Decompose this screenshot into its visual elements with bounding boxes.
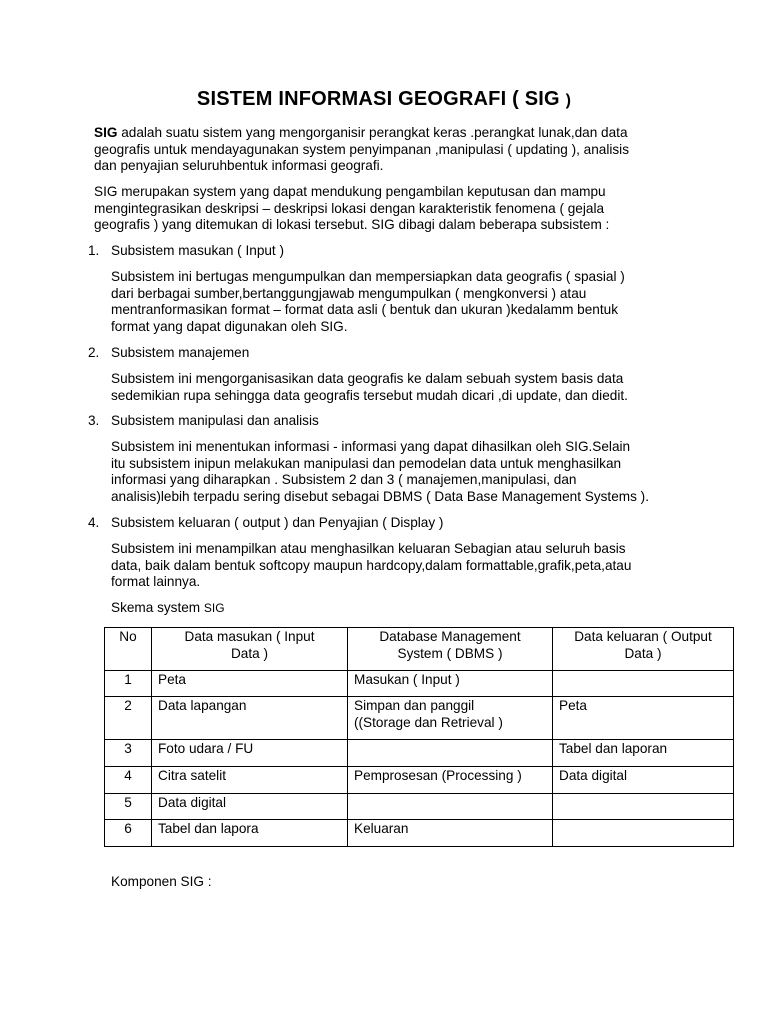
cell-dbms — [348, 671, 553, 697]
cell-text: ((Storage dan Retrieval ) — [354, 714, 503, 730]
cell-data-masukan — [152, 767, 348, 794]
header-cell-dbms — [348, 628, 553, 671]
komponen-label: Komponen SIG : — [111, 874, 212, 889]
header-cell-no — [105, 628, 152, 671]
cell-dbms — [348, 767, 553, 794]
cell-data-masukan — [152, 740, 348, 767]
list-item-1-heading — [88, 243, 678, 260]
cell-dbms — [348, 740, 553, 767]
cell-text: Peta — [158, 672, 186, 687]
list-number: 2. — [88, 345, 100, 360]
cell-text: 2 — [124, 698, 132, 713]
table-row — [105, 794, 734, 820]
body-line: informasi yang diharapkan . Subsistem 2 dan 3 ( manajemen,manipulasi, dan — [111, 472, 577, 487]
intro1-line-3: dan penyajian seluruhbentuk informasi geografi. — [94, 158, 384, 173]
intro1-line-2: geografis untuk mendayagunakan system penyimpanan ,manipulasi ( updating ), analisis — [94, 141, 630, 157]
list-heading: Subsistem manajemen — [111, 345, 250, 360]
body-line: sedemikian rupa sehingga data geografis tersebut mudah dicari ,di update, dan diedit. — [111, 387, 628, 403]
list-item-3-heading — [88, 413, 678, 430]
cell-text: 5 — [124, 795, 132, 810]
cell-text: No — [119, 629, 137, 644]
cell-text: Data digital — [158, 795, 227, 810]
cell-data-keluaran — [553, 740, 734, 767]
skema-table-body — [105, 628, 734, 847]
body-line: mentranformasikan format – format data asli ( bentuk dan ukuran )kedalamm bentuk — [111, 302, 618, 317]
cell-no — [105, 767, 152, 794]
cell-text: Pemprosesan (Processing ) — [354, 768, 522, 783]
cell-text: Data lapangan — [158, 698, 247, 713]
sig-bold-term: SIG — [94, 125, 118, 140]
cell-data-keluaran — [553, 767, 734, 794]
cell-data-masukan — [152, 794, 348, 820]
body-line: Subsistem ini bertugas mengumpulkan dan mempersiapkan data geografis ( spasial ) — [111, 269, 625, 284]
body-line: format lainnya. — [111, 574, 201, 589]
cell-data-masukan — [152, 820, 348, 847]
cell-dbms — [348, 697, 553, 740]
cell-text: Data ) — [624, 645, 662, 661]
intro2-line-1: SIG merupakan system yang dapat mendukung pengambilan keputusan dan mampu — [94, 184, 606, 199]
list-number: 1. — [88, 243, 100, 258]
cell-dbms — [348, 820, 553, 847]
intro-paragraph-2 — [94, 184, 674, 234]
table-row — [105, 820, 734, 847]
header-cell-data-masukan — [152, 628, 348, 671]
cell-data-masukan — [152, 671, 348, 697]
cell-text: Citra satelit — [158, 768, 226, 783]
cell-text: Keluaran — [354, 821, 409, 836]
cell-text: Data keluaran ( Output — [574, 629, 712, 644]
skema-label — [111, 600, 225, 615]
body-line: analisis)lebih terpadu sering disebut sebagai DBMS ( Data Base Management Systems ). — [111, 488, 649, 504]
intro2-line-3: geografis ) yang ditemukan di lokasi tersebut. SIG dibagi dalam beberapa subsistem : — [94, 217, 610, 232]
skema-sig-text: SIG — [203, 601, 225, 615]
cell-text: Data masukan ( Input — [184, 629, 315, 644]
list-heading: Subsistem keluaran ( output ) dan Penyajian ( Display ) — [111, 515, 444, 530]
intro1-line-1: adalah suatu sistem yang mengorganisir perangkat keras .perangkat lunak,dan data — [117, 125, 628, 140]
table-header-row — [105, 628, 734, 671]
cell-data-keluaran — [553, 794, 734, 820]
header-cell-data-keluaran — [553, 628, 734, 671]
cell-text: Data digital — [559, 768, 628, 783]
cell-no — [105, 820, 152, 847]
skema-table — [104, 627, 734, 847]
cell-text: Masukan ( Input ) — [354, 672, 460, 687]
cell-text: Foto udara / FU — [158, 741, 254, 756]
cell-text: Simpan dan panggil — [354, 698, 475, 713]
list-number: 3. — [88, 413, 100, 428]
cell-data-keluaran — [553, 671, 734, 697]
list-heading: Subsistem masukan ( Input ) — [111, 243, 285, 258]
list-number: 4. — [88, 515, 100, 530]
body-line: format yang dapat digunakan oleh SIG. — [111, 318, 348, 334]
title-main-text: SISTEM INFORMASI GEOGRAFI ( SIG — [196, 88, 560, 110]
body-line: Subsistem ini menampilkan atau menghasilkan keluaran Sebagian atau seluruh basis — [111, 541, 626, 556]
intro2-line-2: mengintegrasikan deskripsi – deskripsi lokasi dengan karakteristik fenomena ( gejala — [94, 200, 605, 216]
body-line: data, baik dalam bentuk softcopy maupun hardcopy,dalam formattable,grafik,peta,atau — [111, 557, 632, 573]
list-item-2-body — [111, 371, 677, 404]
table-row — [105, 740, 734, 767]
cell-text: 1 — [124, 672, 132, 687]
document-title — [0, 88, 768, 111]
list-item-3-body — [111, 439, 677, 505]
body-line: Subsistem ini mengorganisasikan data geografis ke dalam sebuah system basis data — [111, 371, 624, 386]
cell-text: 6 — [124, 821, 132, 836]
cell-text: Tabel dan laporan — [559, 741, 668, 756]
body-line: Subsistem ini menentukan informasi - informasi yang dapat dihasilkan oleh SIG.Selain — [111, 439, 631, 454]
list-heading: Subsistem manipulasi dan analisis — [111, 413, 319, 428]
body-line: itu subsistem inipun melakukan manipulasi dan pemodelan data untuk menghasilkan — [111, 455, 622, 471]
cell-text: Data ) — [230, 645, 269, 661]
cell-data-masukan — [152, 697, 348, 740]
cell-text: System ( DBMS ) — [397, 645, 503, 661]
cell-data-keluaran — [553, 820, 734, 847]
cell-text: Tabel dan lapora — [158, 821, 259, 836]
table-row — [105, 697, 734, 740]
cell-data-keluaran — [553, 697, 734, 740]
list-item-2-heading — [88, 345, 678, 362]
cell-text: 4 — [124, 768, 132, 783]
cell-dbms — [348, 794, 553, 820]
table-row — [105, 671, 734, 697]
cell-no — [105, 794, 152, 820]
cell-no — [105, 671, 152, 697]
list-item-4-heading — [88, 515, 678, 532]
intro-paragraph-1 — [94, 125, 674, 175]
cell-no — [105, 697, 152, 740]
list-item-1-body — [111, 269, 677, 335]
cell-text: Peta — [559, 698, 587, 713]
list-item-4-body — [111, 541, 677, 591]
title-close-paren: ) — [565, 92, 572, 109]
cell-text: 3 — [124, 741, 132, 756]
cell-no — [105, 740, 152, 767]
body-line: dari berbagai sumber,bertanggungjawab mengumpulkan ( mengkonversi ) atau — [111, 285, 587, 301]
skema-text: Skema system — [111, 600, 201, 615]
table-row — [105, 767, 734, 794]
cell-text: Database Management — [379, 629, 521, 644]
